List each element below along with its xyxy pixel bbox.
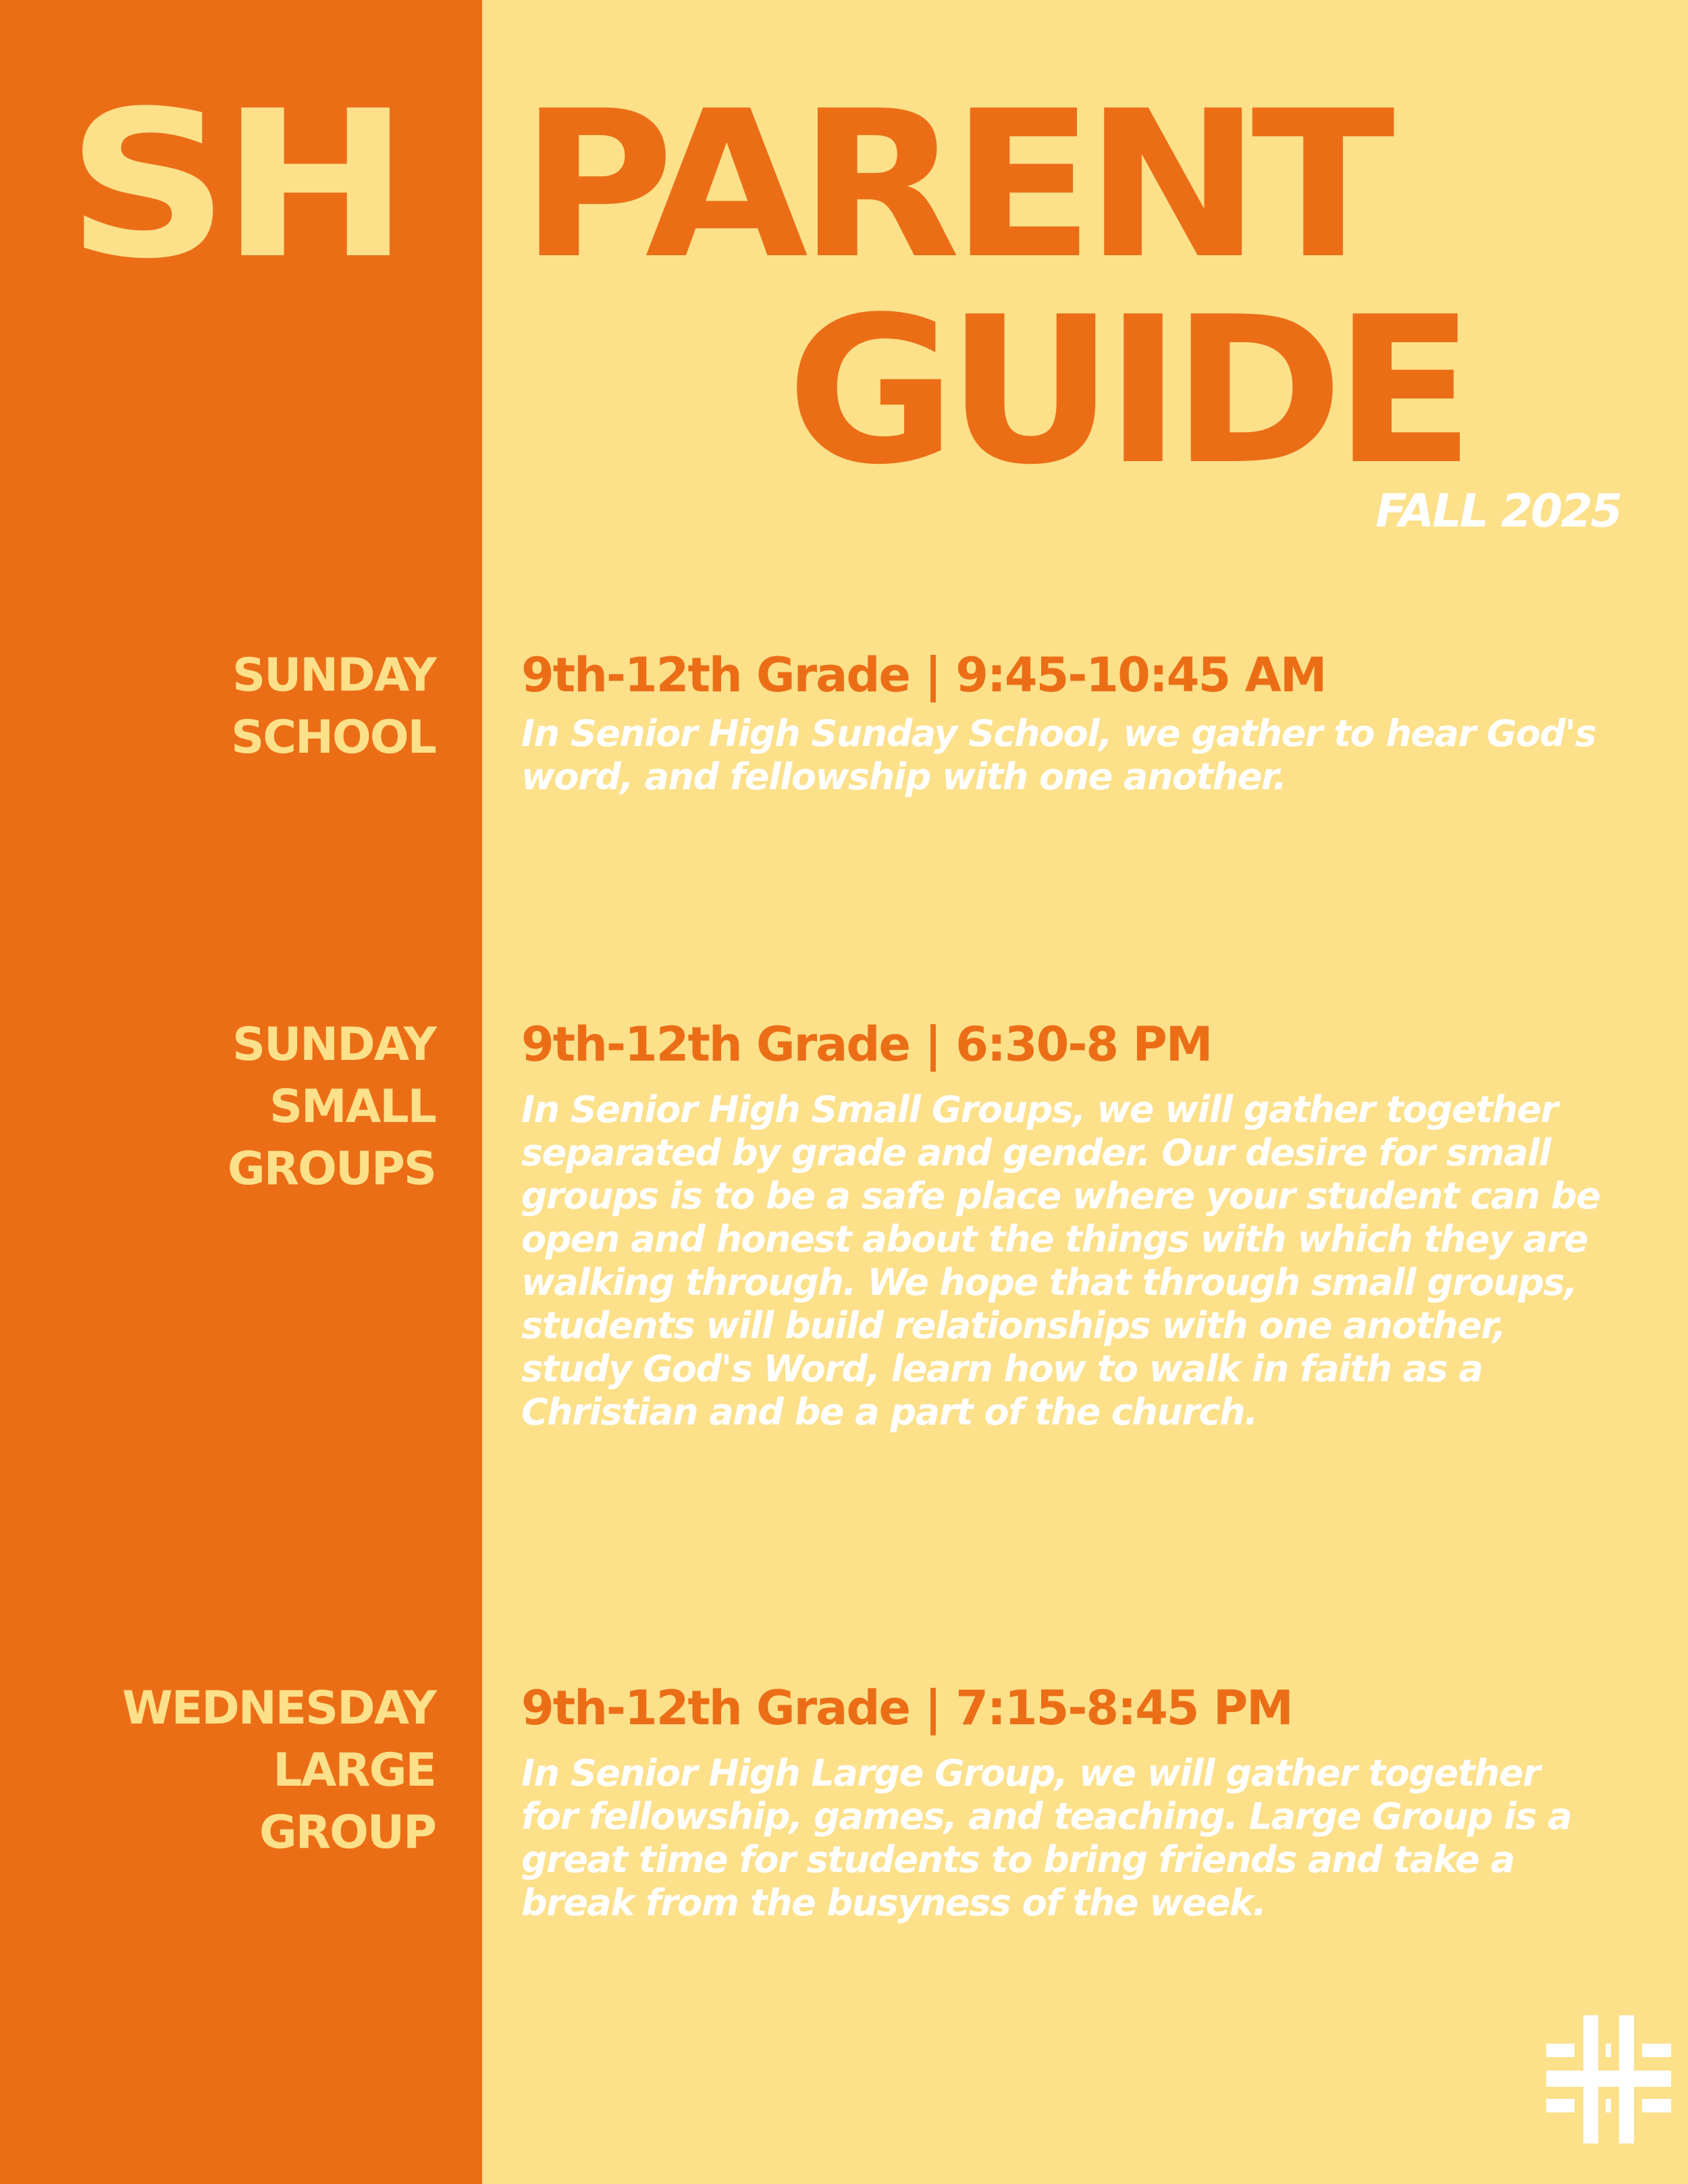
heading-sunday-small-groups: 9th-12th Grade | 6:30-8 PM bbox=[521, 1017, 1212, 1072]
body-sunday-small-groups: In Senior High Small Groups, we will gather together separated by grade and gender. Our desire for small groups is to be a safe place where your student can be open and honest about the things with which they are walking through. We hope that through small groups, students will build relationships with one another, study God's Word, learn how to walk in faith as a Christian and be a part of the church. bbox=[521, 1088, 1600, 1433]
label-wednesday-large-group bbox=[0, 1678, 436, 1864]
label-line: GROUP bbox=[259, 1806, 436, 1859]
label-line: SUNDAY bbox=[232, 649, 436, 702]
label-line: SMALL bbox=[269, 1080, 436, 1134]
heading-sunday-school: 9th-12th Grade | 9:45-10:45 AM bbox=[521, 647, 1326, 703]
label-line: LARGE bbox=[273, 1744, 436, 1797]
label-sunday-school bbox=[0, 645, 436, 769]
cross-logo-icon bbox=[1546, 2015, 1671, 2143]
label-line: WEDNESDAY bbox=[122, 1682, 436, 1735]
heading-wednesday-large-group: 9th-12th Grade | 7:15-8:45 PM bbox=[521, 1680, 1292, 1736]
label-line: SCHOOL bbox=[231, 711, 436, 764]
label-sunday-small-groups bbox=[0, 1014, 436, 1200]
label-line: SUNDAY bbox=[232, 1018, 436, 1071]
subtitle-season: FALL 2025 bbox=[1375, 485, 1620, 538]
label-line: GROUPS bbox=[227, 1142, 436, 1196]
title-sh: SH bbox=[66, 68, 402, 303]
title-parent: PARENT bbox=[520, 68, 1386, 303]
title-guide: GUIDE bbox=[787, 273, 1466, 509]
body-wednesday-large-group: In Senior High Large Group, we will gather together for fellowship, games, and teaching. Large Group is a great time for students to bring friends and take a break from the busyness of the week. bbox=[521, 1752, 1572, 1924]
body-sunday-school: In Senior High Sunday School, we gather to hear God's word, and fellowship with one another. bbox=[521, 712, 1596, 798]
